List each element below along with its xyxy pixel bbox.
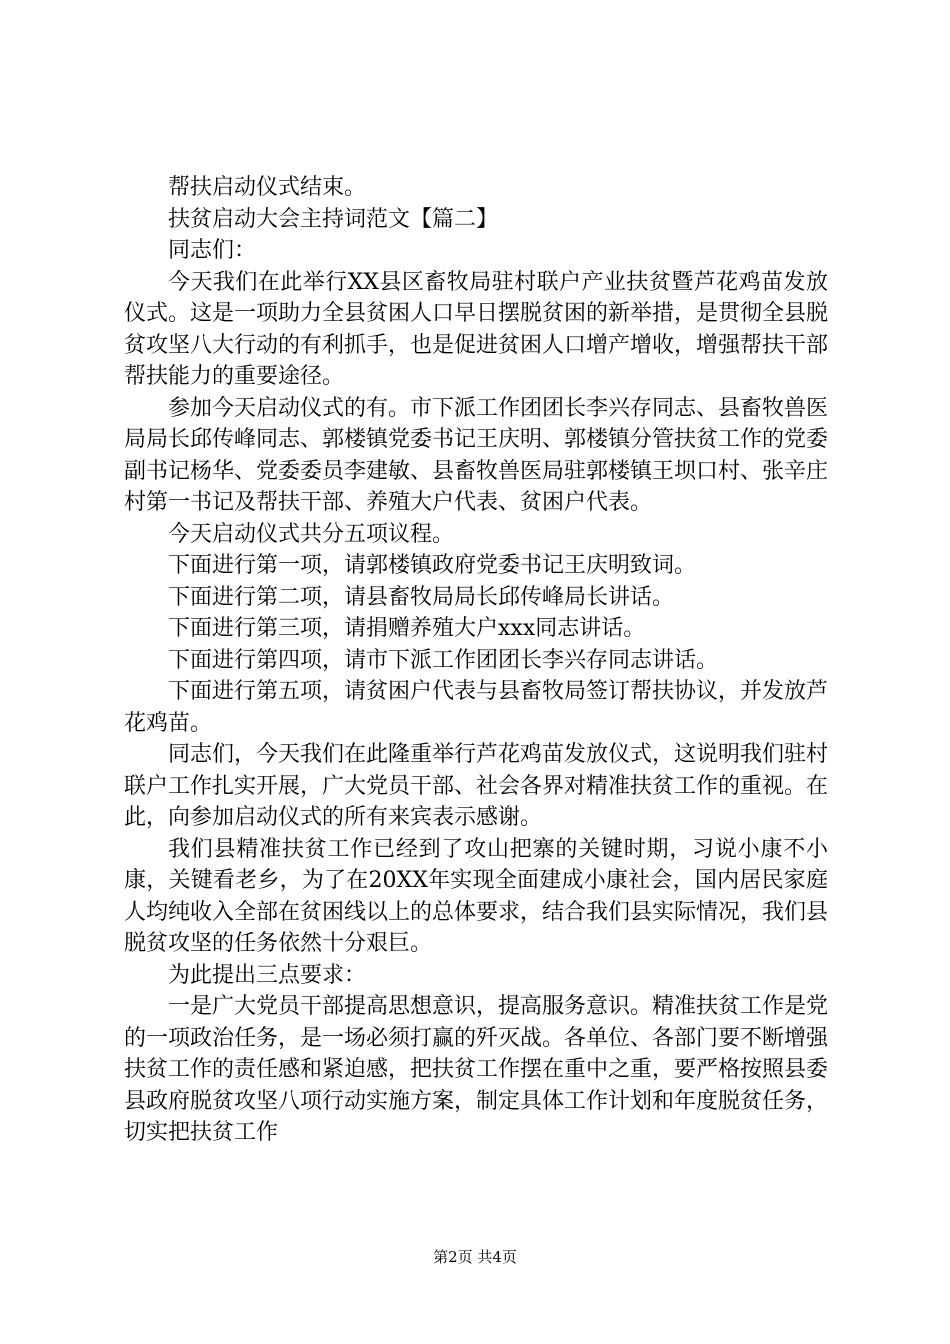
paragraph-agenda-item-3: 下面进行第三项，请捐赠养殖大户xxx同志讲话。: [168, 616, 646, 641]
paragraph-agenda-item-1: 下面进行第一项，请郭楼镇政府党委书记王庆明致词。: [168, 553, 697, 578]
paragraph-salutation: 同志们：: [168, 238, 257, 263]
paragraph-requirements-intro: 为此提出三点要求：: [168, 962, 367, 988]
paragraph-attendees: 参加今天启动仪式的有。市下派工作团团长李兴存同志、县畜牧兽医局局长邱传峰同志、郭楼镇党委书记王庆明、郭楼镇分管扶贫工作的党委副书记杨华、党委委员李建敏、县畜牧兽医局驻郭楼镇王坝口村、张辛庄村第一书记及帮扶干部、养殖大户代表、贫困户代表。: [124, 395, 829, 515]
section-heading: 扶贫启动大会主持词范文【篇二】: [168, 206, 499, 232]
document-body: [124, 172, 828, 1149]
paragraph-agenda-item-2: 下面进行第二项，请县畜牧局局长邱传峰局长讲话。: [168, 584, 675, 610]
paragraph-agenda-item-4: 下面进行第四项，请市下派工作团团长李兴存同志讲话。: [168, 647, 719, 673]
page-number-footer: 第2页 共4页: [433, 1248, 517, 1266]
paragraph-ceremony-end: 帮扶启动仪式结束。: [168, 175, 367, 200]
paragraph-agenda: 今天启动仪式共分五项议程。: [168, 521, 455, 547]
paragraph-intro: 今天我们在此举行XX县区畜牧局驻村联户产业扶贫暨芦花鸡苗发放仪式。这是一项助力全县贫困人口早日摆脱贫困的新举措，是贯彻全县脱贫攻坚八大行动的有利抓手，也是促进贫困人口增产增收，增强帮扶干部帮扶能力的重要途径。: [124, 269, 829, 389]
paragraph-requirement-1: 一是广大党员干部提高思想意识，提高服务意识。精准扶贫工作是党的一项政治任务，是一场必须打赢的歼灭战。各单位、各部门要不断增强扶贫工作的责任感和紧迫感，把扶贫工作摆在重中之重，要严格按照县委县政府脱贫攻坚八项行动实施方案，制定具体工作计划和年度脱贫任务，切实把扶贫工作: [124, 994, 829, 1145]
paragraph-context: 我们县精准扶贫工作已经到了攻山把寨的关键时期，习说小康不小康，关键看老乡，为了在20XX年实现全面建成小康社会，国内居民家庭人均纯收入全部在贫困线以上的总体要求，结合我们县实际情况，我们县脱贫攻坚的任务依然十分艰巨。: [124, 836, 829, 956]
paragraph-agenda-item-5: 下面进行第五项，请贫困户代表与县畜牧局签订帮扶协议，并发放芦花鸡苗。: [124, 679, 829, 736]
paragraph-thanks: 同志们，今天我们在此隆重举行芦花鸡苗发放仪式，这说明我们驻村联户工作扎实开展，广大党员干部、社会各界对精准扶贫工作的重视。在此，向参加启动仪式的所有来宾表示感谢。: [124, 742, 829, 830]
